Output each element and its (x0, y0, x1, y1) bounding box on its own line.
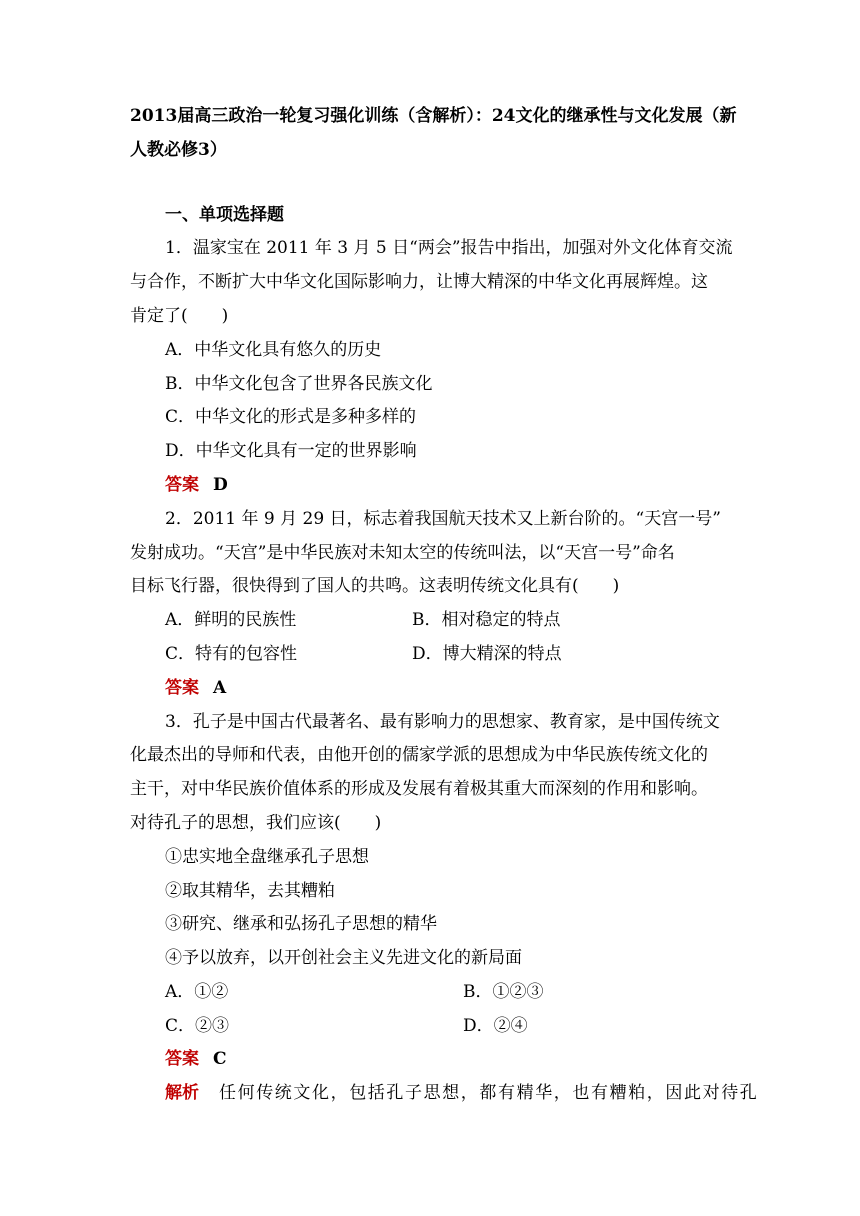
section-heading: 一、单项选择题 (165, 205, 284, 225)
q3-stem-line-3: 主干，对中华民族价值体系的形成及发展有着极其重大而深刻的作用和影响。 (130, 779, 708, 799)
doc-title-line-2: 人教必修3） (130, 140, 227, 160)
q3-option-d: D．②④ (463, 1016, 528, 1036)
q3-option-c: C．②③ (165, 1016, 230, 1036)
q3-option-a: A．①② (165, 982, 229, 1002)
q3-stem-line-2: 化最杰出的导师和代表，由他开创的儒家学派的思想成为中华民族传统文化的 (130, 745, 708, 765)
q1-answer-value: D (213, 475, 228, 495)
q1-stem-line-2: 与合作，不断扩大中华文化国际影响力，让博大精深的中华文化再展辉煌。这 (130, 272, 708, 292)
q2-option-c: C．特有的包容性 (165, 644, 298, 664)
q3-item-4: ④予以放弃，以开创社会主义先进文化的新局面 (165, 948, 522, 968)
q1-stem-line-3: 肯定了( ) (130, 306, 229, 326)
q2-stem-line-2: 发射成功。“天宫”是中华民族对未知太空的传统叫法，以“天宫一号”命名 (130, 543, 675, 563)
q3-answer-label: 答案 (165, 1049, 199, 1069)
q3-option-b: B．①②③ (463, 982, 544, 1002)
q3-item-2: ②取其精华，去其糟粕 (165, 881, 335, 901)
q3-answer (165, 1047, 227, 1071)
q3-stem-line-1: 3．孔子是中国古代最著名、最有影响力的思想家、教育家，是中国传统文 (165, 712, 720, 732)
q3-analysis-text: 任何传统文化，包括孔子思想，都有精华，也有糟粕，因此对待孔 (219, 1083, 759, 1103)
q1-stem-line-1: 1．温家宝在 2011 年 3 月 5 日“两会”报告中指出，加强对外文化体育交流 (165, 238, 733, 258)
q1-answer-label: 答案 (165, 475, 199, 495)
q1-option-b: B．中华文化包含了世界各民族文化 (165, 374, 433, 394)
q1-option-d: D．中华文化具有一定的世界影响 (165, 441, 417, 461)
q2-answer (165, 676, 226, 700)
q2-option-b: B．相对稳定的特点 (412, 610, 561, 630)
q1-option-c: C．中华文化的形式是多种多样的 (165, 407, 417, 427)
q3-stem-line-4: 对待孔子的思想，我们应该( ) (130, 813, 382, 833)
q1-option-a: A．中华文化具有悠久的历史 (165, 340, 382, 360)
doc-title-line-1: 2013届高三政治一轮复习强化训练（含解析）：24文化的继承性与文化发展（新 (130, 106, 737, 126)
q3-answer-value: C (213, 1049, 227, 1069)
q2-option-d: D．博大精深的特点 (412, 644, 562, 664)
q3-analysis-label: 解析 (165, 1083, 199, 1103)
q2-answer-value: A (213, 678, 227, 698)
q1-answer (165, 473, 228, 497)
q3-item-1: ①忠实地全盘继承孔子思想 (165, 847, 369, 867)
q3-item-3: ③研究、继承和弘扬孔子思想的精华 (165, 914, 437, 934)
q2-option-a: A．鲜明的民族性 (165, 610, 297, 630)
q3-analysis (165, 1081, 758, 1105)
q2-answer-label: 答案 (165, 678, 199, 698)
q2-stem-line-1: 2．2011 年 9 月 29 日，标志着我国航天技术又上新台阶的。“天宫一号” (165, 509, 721, 529)
q2-stem-line-3: 目标飞行器，很快得到了国人的共鸣。这表明传统文化具有( ) (130, 576, 620, 596)
